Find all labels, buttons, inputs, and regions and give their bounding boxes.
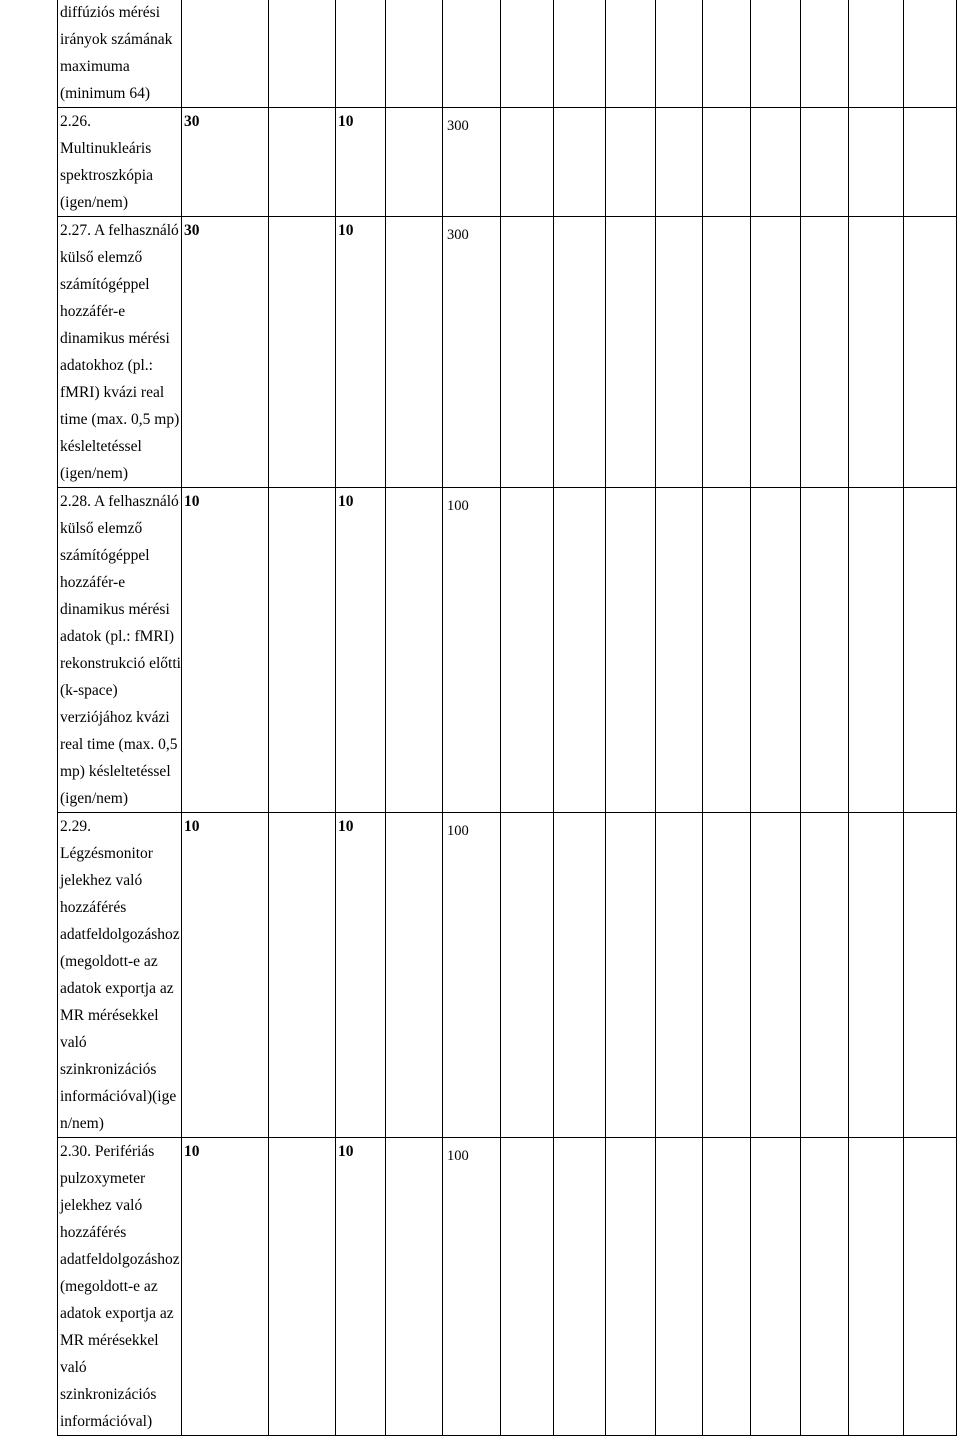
criterion-label-line: (k-space) [60, 682, 118, 699]
criterion-label-line: n/nem) [60, 1115, 104, 1132]
criterion-label-line: Légzésmonitor [60, 845, 153, 862]
criterion-label-line: verziójához kvázi [60, 709, 170, 726]
table-row [57, 217, 957, 488]
criterion-label-line: külső elemző [60, 249, 143, 266]
criterion-label-line: számítógéppel [60, 276, 150, 293]
weight-value: 10 [184, 493, 200, 510]
criterion-label-line: 2.27. A felhasználó [60, 222, 179, 239]
criterion-label-line: diffúziós mérési [60, 4, 161, 21]
criterion-label-line: hozzáférés [60, 1224, 127, 1241]
weight-value: 30 [184, 113, 200, 130]
criterion-label-line: jelekhez való [60, 872, 143, 889]
table-row [57, 488, 957, 813]
criterion-label-line: Multinukleáris [60, 140, 152, 157]
criterion-label-line: rekonstrukció előtti [60, 655, 181, 672]
criterion-label-line: maximuma [60, 58, 130, 75]
criterion-label-line: (igen/nem) [60, 194, 129, 211]
criterion-label-line: adatokhoz (pl.: [60, 357, 153, 374]
criterion-label-line: pulzoxymeter [60, 1170, 146, 1187]
criterion-label-line: real time (max. 0,5 [60, 736, 178, 753]
criterion-label-line: time (max. 0,5 mp) [60, 411, 180, 428]
max-score-value: 100 [447, 1148, 469, 1164]
criterion-label-line: való [60, 1359, 87, 1376]
criterion-label-line: adatok exportja az [60, 1305, 174, 1322]
criterion-label-line: MR mérésekkel [60, 1332, 159, 1349]
criterion-label [57, 217, 957, 487]
criterion-label [57, 0, 957, 107]
table-row [57, 108, 957, 217]
weight-value: 30 [184, 222, 200, 239]
criterion-label [57, 1138, 957, 1435]
max-score-value: 300 [447, 227, 469, 243]
criterion-label-line: mp) késleltetéssel [60, 763, 171, 780]
score-value: 10 [338, 222, 354, 239]
criterion-label-line: spektroszkópia [60, 167, 153, 184]
criterion-label-line: információval)(ige [60, 1088, 177, 1105]
score-value: 10 [338, 493, 354, 510]
criterion-label-line: irányok számának [60, 31, 173, 48]
criterion-label-line: való [60, 1034, 87, 1051]
max-score-value: 100 [447, 498, 469, 514]
criterion-label-line: fMRI) kvázi real [60, 384, 165, 401]
criterion-label-line: adatfeldolgozáshoz [60, 1251, 180, 1268]
criterion-label-line: (igen/nem) [60, 465, 129, 482]
score-value: 10 [338, 113, 354, 130]
criterion-label-line: 2.26. [60, 113, 91, 130]
criterion-label [57, 813, 957, 1137]
weight-value: 10 [184, 818, 200, 835]
criterion-label-line: 2.28. A felhasználó [60, 493, 179, 510]
criterion-label-line: (megoldott-e az [60, 1278, 158, 1295]
criterion-label-line: dinamikus mérési [60, 601, 170, 618]
criterion-label-line: késleltetéssel [60, 438, 142, 455]
criterion-label-line: külső elemző [60, 520, 143, 537]
criterion-label-line: információval) [60, 1413, 153, 1430]
criterion-label-line: számítógéppel [60, 547, 150, 564]
criterion-label-line: (megoldott-e az [60, 953, 158, 970]
max-score-value: 100 [447, 823, 469, 839]
criterion-label-line: hozzáférés [60, 899, 127, 916]
criterion-label-line: szinkronizációs [60, 1386, 157, 1403]
criterion-label-line: (igen/nem) [60, 790, 129, 807]
criterion-label-line: MR mérésekkel [60, 1007, 159, 1024]
max-score-value: 300 [447, 118, 469, 134]
criterion-label-line: dinamikus mérési [60, 330, 170, 347]
table-row [57, 0, 957, 108]
criterion-label-line: adatok (pl.: fMRI) [60, 628, 175, 645]
criterion-label-line: szinkronizációs [60, 1061, 157, 1078]
criterion-label-line: hozzáfér-e [60, 303, 126, 320]
criterion-label-line: 2.30. Perifériás [60, 1143, 155, 1160]
criterion-label-line: 2.29. [60, 818, 91, 835]
criteria-table [57, 0, 957, 1436]
score-value: 10 [338, 818, 354, 835]
criterion-label [57, 488, 957, 812]
criterion-label-line: hozzáfér-e [60, 574, 126, 591]
table-row [57, 1138, 957, 1436]
table-row [57, 813, 957, 1138]
criterion-label-line: (minimum 64) [60, 85, 150, 102]
score-value: 10 [338, 1143, 354, 1160]
criterion-label-line: jelekhez való [60, 1197, 143, 1214]
criterion-label-line: adatok exportja az [60, 980, 174, 997]
criterion-label-line: adatfeldolgozáshoz [60, 926, 180, 943]
weight-value: 10 [184, 1143, 200, 1160]
